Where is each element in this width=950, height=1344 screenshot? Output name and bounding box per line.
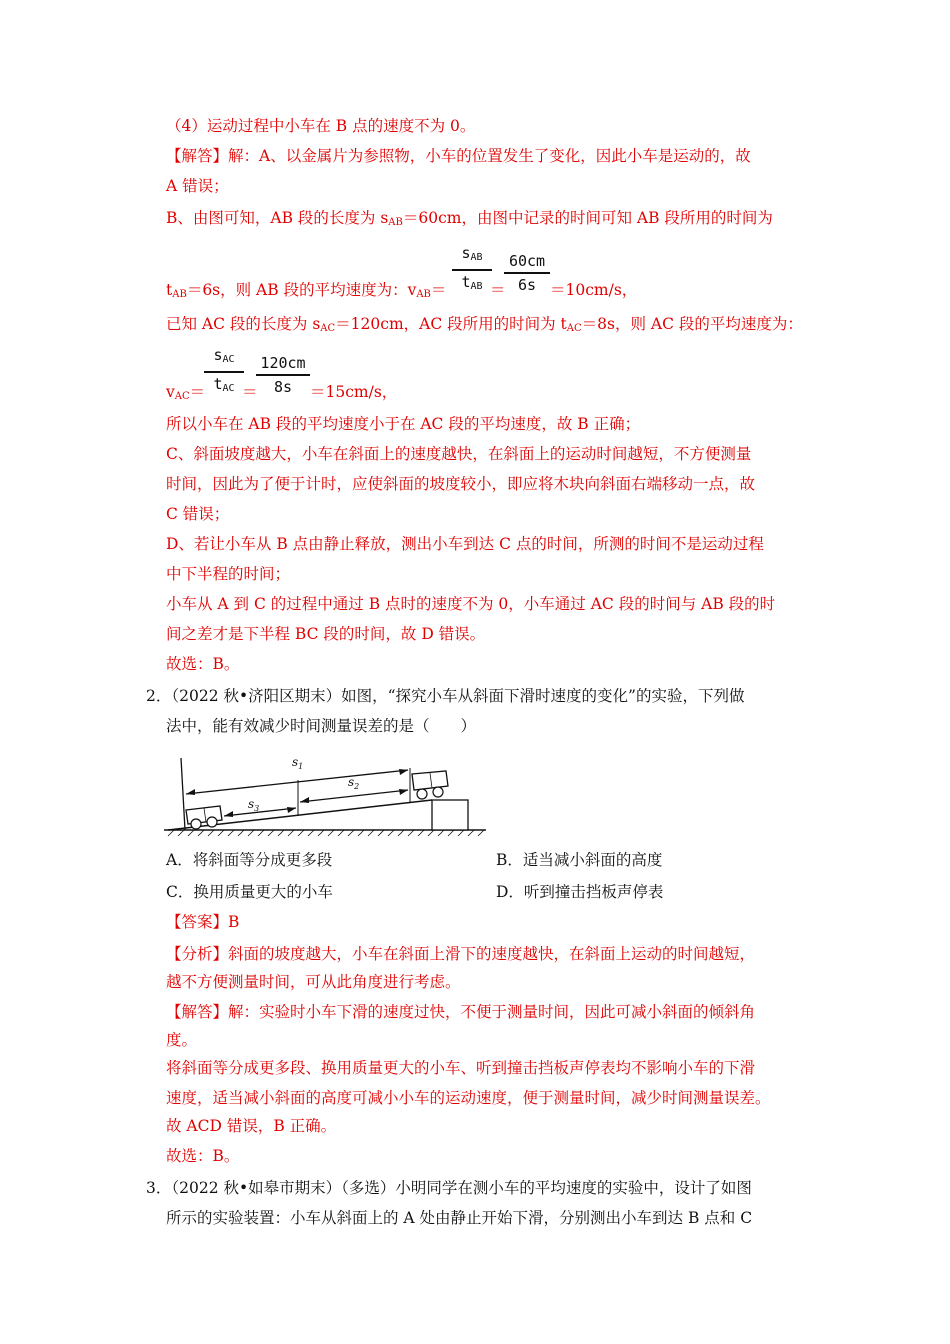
text: v <box>166 383 175 401</box>
fraction-bar <box>204 371 244 373</box>
text: ＝120cm，AC 段所用的时间为 t <box>335 315 567 333</box>
solution2-line-4: 速度，适当减小斜面的高度可减小小车的运动速度，便于测量时间，减少时间测量误差。 <box>166 1089 771 1107</box>
solution2-line-5: 故 ACD 错误，B 正确。 <box>166 1117 337 1135</box>
denominator <box>204 375 244 398</box>
solution-line-11: D、若让小车从 B 点由静止释放，测出小车到达 C 点的时间，所测的时间不是运动过程 <box>166 535 764 553</box>
text: ＝8s，则 AC 段的平均速度为： <box>581 315 803 333</box>
solution-line-14: 间之差才是下半程 BC 段的时间，故 D 错误。 <box>166 625 486 643</box>
denominator: 8s <box>273 377 293 396</box>
s2-arrowhead-left <box>300 797 309 803</box>
num-var: s <box>461 244 471 262</box>
solution-line-12: 中下半程的时间； <box>166 565 291 583</box>
numerator: 120cm <box>260 354 306 372</box>
fraction-s-over-t-ac <box>204 346 244 398</box>
s2-arrowhead-right <box>399 789 408 795</box>
label-s2: $s_2$ <box>348 775 360 791</box>
analysis-line-2: 越不方便测量时间，可从此角度进行考虑。 <box>166 973 461 991</box>
solution-line-3 <box>166 208 773 233</box>
solution-line-1 <box>166 146 751 166</box>
subscript: AB <box>388 217 403 228</box>
denominator <box>452 273 492 296</box>
den-sub: AC <box>222 382 235 394</box>
numerator <box>452 244 492 267</box>
result-vac: ＝15cm/s， <box>310 383 398 401</box>
incline-figure <box>164 750 490 840</box>
s1-arrowhead-left <box>186 789 195 795</box>
result-vab: ＝10cm/s， <box>550 281 638 299</box>
text: t <box>166 281 173 299</box>
text: ＝60cm，由图中记录的时间可知 AB 段所用的时间为 <box>402 209 773 227</box>
option-c: C．换用质量更大的小车 <box>166 883 333 901</box>
s3-arrow <box>224 808 296 816</box>
equals: ＝ <box>430 281 447 299</box>
subscript: AC <box>320 323 336 334</box>
solution-line-8: C、斜面坡度越大，小车在斜面上的速度越快，在斜面上的运动时间越短，不方便测量 <box>166 445 752 463</box>
solution-line-2: A 错误； <box>166 177 229 195</box>
s3-arrowhead-right <box>287 807 296 813</box>
line-part4: （4）运动过程中小车在 B 点的速度不为 0。 <box>166 117 476 135</box>
solution-text: 解：A、以金属片为参照物，小车的位置发生了变化，因此小车是运动的，故 <box>228 147 751 165</box>
subscript: AC <box>566 323 582 334</box>
text: ＝6s，则 AB 段的平均速度为：v <box>186 281 417 299</box>
s1-arrowhead-right <box>399 769 408 775</box>
fraction-bar <box>452 269 492 271</box>
num-sub: AC <box>222 354 235 365</box>
label-s3: $s_3$ <box>248 797 260 813</box>
s3-arrowhead-left <box>224 811 233 817</box>
num-var: s <box>213 346 223 364</box>
option-a: A．将斜面等分成更多段 <box>166 851 333 869</box>
s2-arrow <box>300 790 408 802</box>
fraction-60cm-over-6s <box>504 252 550 294</box>
cart-top <box>412 771 448 799</box>
question-3-line-1: 3．（2022 秋•如皋市期末）（多选）小明同学在测小车的平均速度的实验中，设计了如图 <box>146 1179 752 1197</box>
solution-line-9: 时间，因此为了便于计时，应使斜面的坡度较小，即应将木块向斜面右端移动一点，故 <box>166 475 756 493</box>
support-block <box>432 800 468 830</box>
solution-choice: 故选：B。 <box>166 655 240 673</box>
text: 已知 AC 段的长度为 s <box>166 315 321 333</box>
numerator <box>204 346 244 369</box>
equals-2: ＝ <box>490 281 506 299</box>
text: B、由图可知，AB 段的长度为 s <box>166 209 389 227</box>
solution-line-10: C 错误； <box>166 505 230 523</box>
solution2-line-2: 度。 <box>166 1031 198 1049</box>
subscript: AB <box>172 289 187 300</box>
answer-line: 【答案】B <box>166 913 240 931</box>
solution-line-7: 所以小车在 AB 段的平均速度小于在 AC 段的平均速度，故 B 正确； <box>166 415 641 433</box>
analysis-line-1: 【分析】斜面的坡度越大，小车在斜面上滑下的速度越快，在斜面上运动的时间越短， <box>166 945 756 963</box>
fraction-bar <box>504 272 550 274</box>
baffle-post <box>181 758 185 830</box>
solution-line-4 <box>166 280 446 305</box>
den-var: t <box>213 374 223 393</box>
option-d: D．听到撞击挡板声停表 <box>496 883 664 901</box>
solution-label: 【解答】 <box>166 147 229 165</box>
subscript: AB <box>416 289 431 300</box>
option-b: B．适当减小斜面的高度 <box>496 851 663 869</box>
equals-2: ＝ <box>242 383 258 401</box>
solution-line-6 <box>166 382 205 407</box>
denominator: 6s <box>517 275 537 294</box>
ground-hatch <box>168 830 484 836</box>
s1-arrow <box>186 770 408 794</box>
question-2-line-2: 法中，能有效减少时间测量误差的是（ ） <box>166 717 477 735</box>
equals: ＝ <box>189 383 206 401</box>
question-2-line-1: 2．（2022 秋•济阳区期末）如图，“探究小车从斜面下滑时速度的变化”的实验，下列做 <box>146 687 745 705</box>
solution2-line-3: 将斜面等分成更多段、换用质量更大的小车、听到撞击挡板声停表均不影响小车的下滑 <box>166 1059 756 1077</box>
label-s1: $s_1$ <box>292 755 304 771</box>
subscript: AC <box>174 391 190 402</box>
fraction-s-over-t-ab <box>452 244 492 296</box>
solution2-choice: 故选：B。 <box>166 1147 240 1165</box>
question-3-line-2: 所示的实验装置：小车从斜面上的 A 处由静止开始下滑，分别测出小车到达 B 点和 C <box>166 1209 753 1227</box>
numerator: 60cm <box>508 252 546 270</box>
solution-line-5 <box>166 314 803 339</box>
solution-line-13: 小车从 A 到 C 的过程中通过 B 点时的速度不为 0，小车通过 AC 段的时间与 AB 段的时 <box>166 595 776 613</box>
fraction-120cm-over-8s <box>256 354 310 396</box>
num-sub: AB <box>470 252 483 263</box>
solution2-line-1: 【解答】解：实验时小车下滑的速度过快，不便于测量时间，因此可减小斜面的倾斜角 <box>166 1003 756 1021</box>
den-sub: AB <box>470 280 483 292</box>
fraction-bar <box>256 374 310 376</box>
den-var: t <box>461 272 471 291</box>
